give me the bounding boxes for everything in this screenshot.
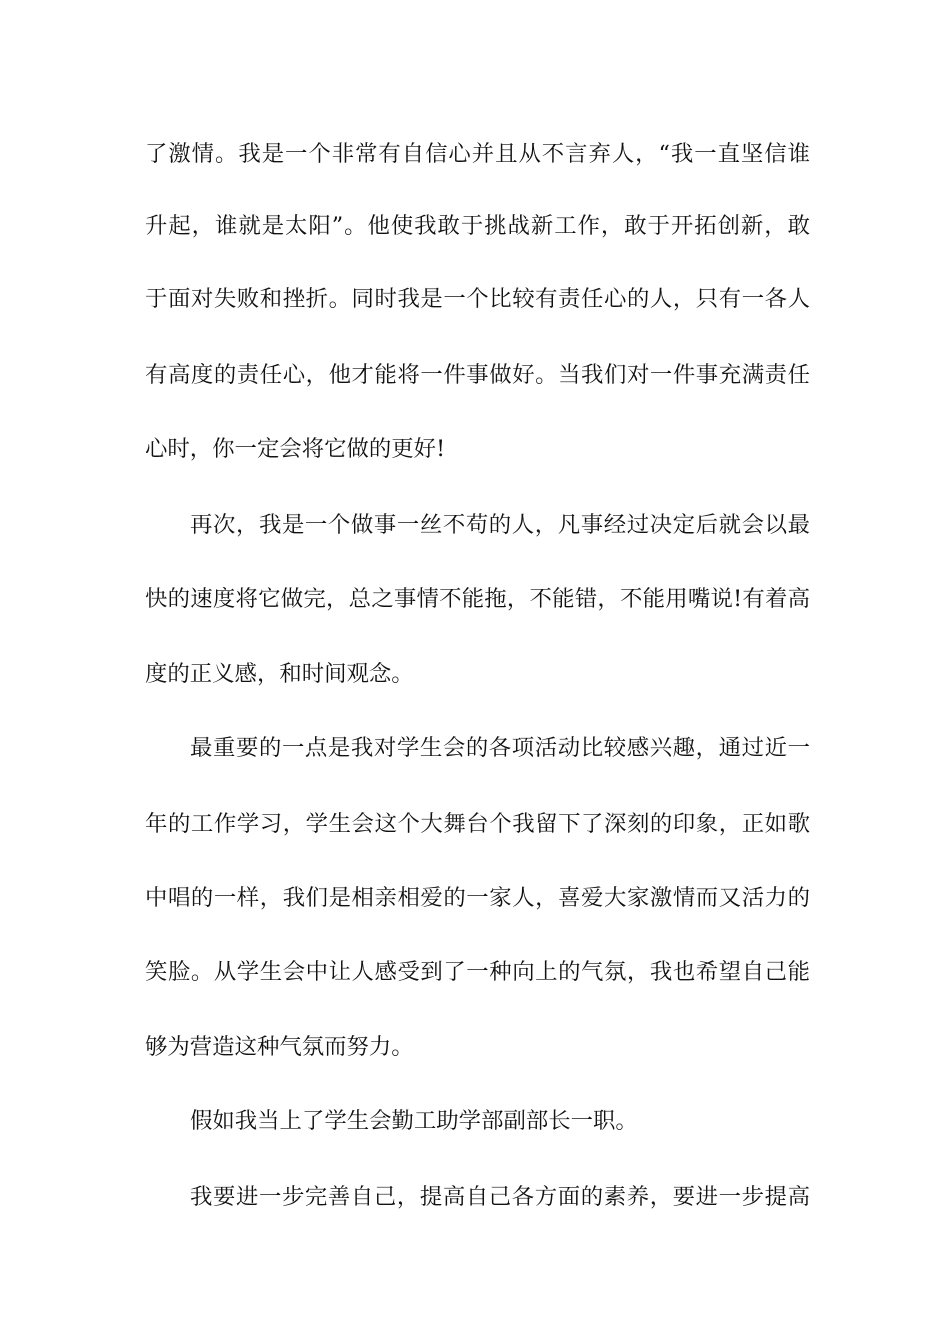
text-line: 快的速度将它做完，总之事情不能拖，不能错，不能用嘴说!有着高	[145, 586, 810, 612]
text-line: 升起，谁就是太阳”。他使我敢于挑战新工作，敢于开拓创新，敢	[145, 213, 810, 239]
text-line: 够为营造这种气氛而努力。	[145, 1034, 414, 1060]
text-line: 度的正义感，和时间观念。	[145, 661, 414, 687]
text-line: 心时，你一定会将它做的更好!	[145, 436, 446, 462]
paragraph-first-line: 最重要的一点是我对学生会的各项活动比较感兴趣，通过近一	[190, 735, 810, 761]
text-line: 有高度的责任心，他才能将一件事做好。当我们对一件事充满责任	[145, 362, 810, 388]
text-line: 中唱的一样，我们是相亲相爱的一家人，喜爱大家激情而又活力的	[145, 885, 810, 911]
text-line: 了激情。我是一个非常有自信心并且从不言弃人，“我一直坚信谁	[145, 141, 810, 167]
paragraph-first-line: 再次，我是一个做事一丝不苟的人，凡事经过决定后就会以最	[190, 512, 810, 538]
text-line: 于面对失败和挫折。同时我是一个比较有责任心的人，只有一各人	[145, 286, 810, 312]
paragraph-first-line: 假如我当上了学生会勤工助学部副部长一职。	[190, 1108, 638, 1134]
text-line: 年的工作学习，学生会这个大舞台个我留下了深刻的印象，正如歌	[145, 811, 810, 837]
text-line: 笑脸。从学生会中让人感受到了一种向上的气氛，我也希望自己能	[145, 959, 810, 985]
paragraph-first-line: 我要进一步完善自己，提高自己各方面的素养，要进一步提高	[190, 1184, 810, 1210]
